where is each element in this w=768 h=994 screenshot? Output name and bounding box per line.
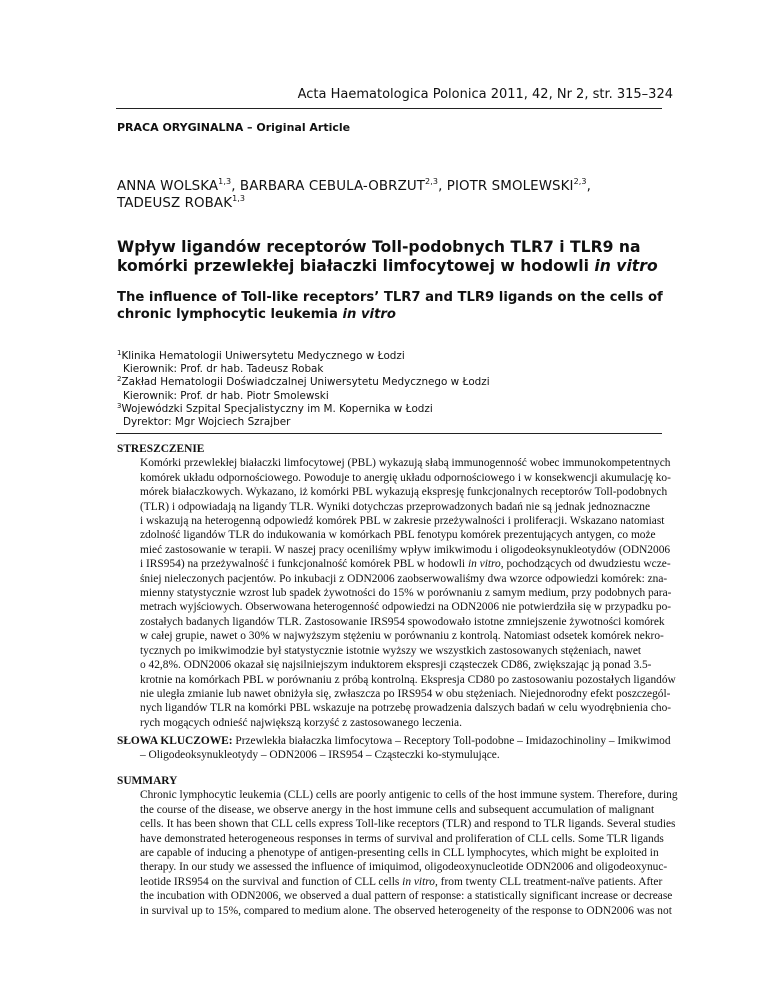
author-affiliation-sup: 1,3: [232, 194, 246, 203]
abstract-heading: STRESZCZENIE: [117, 443, 205, 455]
abstract-line: w całej grupie, nawet o 30% w najwyższym stężeniu w porównaniu z kontrolą. Natomiast odsetek komórek nekro-: [140, 630, 664, 643]
header-rule: [116, 108, 662, 109]
summary-line: have demonstrated heterogeneous responses in terms of survival and proliferation of CLL cells. Some TLR ligands: [140, 832, 664, 845]
author-separator: ,: [586, 179, 591, 194]
abstract-text: śniej nieleczonych pacjentów.: [140, 572, 280, 585]
affiliations: [117, 350, 490, 429]
author-separator: ,: [438, 179, 447, 194]
summary-text: leotide IRS954 on the survival and function of CLL cells: [140, 875, 403, 888]
abstract-line: (TLR) i odpowiadają na ligandy TLR. Wyniki dotychczas przeprowadzonych badań nie są jednak jednoznaczne: [140, 500, 651, 513]
abstract-line: nie uległa zmianie lub nawet obniżyła się, zwłaszcza po IRS954 w obu stężeniach. Niejednorodny efekt poszczegól-: [140, 687, 671, 700]
affiliation-item: [117, 403, 490, 416]
abstract-line: tycznych po imikwimodzie był statystycznie istotnie wyższy we wszystkich zastosowanych stężeniach, nawet: [140, 644, 642, 657]
keywords: [117, 734, 683, 763]
keywords-text: Przewlekła białaczka limfocytowa – Receptory Toll-podobne – Imidazochinoliny – Imikwimod: [235, 735, 671, 747]
article-title-polish: [117, 238, 673, 276]
abstract-line: [140, 557, 680, 571]
affiliation-sup: 3: [117, 401, 122, 410]
affiliation-head: Kierownik: Prof. dr hab. Piotr Smolewski: [123, 389, 329, 402]
abstract-line: krotnie na komórkach PBL w porównaniu z próbą kontrolną. Ekspresja CD80 po zastosowaniu pozostałych ligandów: [140, 673, 676, 686]
summary-line: [140, 875, 680, 889]
author-list: [117, 178, 591, 212]
abstract-line: zostałych badanych ligandów TLR. Zastosowanie IRS954 spowodowało istotne zmniejszenie żywotności komórek: [140, 615, 665, 628]
affiliation-item: [117, 376, 490, 389]
abstract-line: metrach wyjściowych. Obserwowana heterogenność odpowiedzi na ODN2006 nie potwierdziła się w przypadku po-: [140, 601, 672, 614]
abstract-line: nych ligandów TLR na komórki PBL wskazuje na potrzebę prowadzenia dalszych badań w celu wyodrębnienia cho-: [140, 702, 672, 715]
affiliation-text: Wojewódzki Szpital Specjalistyczny im M. Kopernika w Łodzi: [121, 402, 433, 415]
author-name: TADEUSZ ROBAK: [117, 196, 233, 211]
summary-line: cells. It has been shown that CLL cells express Toll-like receptors (TLR) and respond to TLR ligands. Several studies: [140, 818, 676, 831]
author-line-1: [117, 178, 591, 195]
author-line-2: [117, 195, 591, 212]
abstract-polish: [117, 442, 680, 730]
title-italic-text: in vitro: [342, 307, 396, 322]
affiliation-head: Dyrektor: Mgr Wojciech Szrajber: [123, 416, 291, 429]
summary-line: therapy. In our study we assessed the influence of imiquimod, oligodeoxynucleotide ODN2006 and oligodeoxynuc-: [140, 861, 668, 874]
summary-heading: SUMMARY: [117, 775, 178, 787]
affiliations-rule: [116, 433, 662, 434]
abstract-line: rych mogących odnieść największą korzyść z zastosowanego leczenia.: [140, 716, 462, 729]
summary-line: the course of the disease, we observe anergy in the host immune cells and subsequent accumulation of malignant: [140, 803, 655, 816]
author-affiliation-sup: 2,3: [425, 177, 439, 186]
affiliation-sup: 1: [117, 349, 122, 357]
journal-citation: Acta Haematologica Polonica 2011, 42, Nr 2, str. 315–324: [297, 87, 673, 102]
abstract-line: zdolność ligandów TLR do indukowania w komórkach PBL fenotypu komórek prezentujących antygen, co może: [140, 529, 656, 542]
affiliation-text: Zakład Hematologii Doświadczalnej Uniwersytetu Medycznego w Łodzi: [121, 376, 490, 389]
affiliation-item: [117, 350, 490, 363]
author-separator: ,: [231, 179, 240, 194]
abstract-english: [117, 774, 680, 918]
summary-body: [117, 788, 680, 918]
affiliation-head: Kierownik: Prof. dr hab. Tadeusz Robak: [123, 363, 324, 376]
abstract-line: [140, 572, 680, 586]
keywords-line: – Oligodeoksynukleotydy – ODN2006 – IRS954 – Cząsteczki ko-stymulujące.: [140, 749, 500, 762]
abstract-line: o 42,8%. ODN2006 okazał się najsilniejszym induktorem ekspresji cząsteczek CD86, zwiększając ją ponad 3.5-: [140, 659, 652, 672]
keywords-line: [117, 734, 683, 748]
author-name: BARBARA CEBULA-OBRZUT: [239, 179, 426, 194]
title-italic-text: in vitro: [594, 257, 658, 275]
summary-line: in survival up to 15%, compared to medium alone. The observed heterogeneity of the response to ODN2006 was not: [140, 904, 672, 917]
abstract-body: [117, 456, 680, 730]
summary-line: the incubation with ODN2006, we observed a dual pattern of response: a statistically significant increase or decrease: [140, 890, 673, 903]
author-name: ANNA WOLSKA: [117, 179, 219, 194]
abstract-line: komórek układu odpornościowego. Powoduje to anergię układu odpornościowego i w konsekwencji akumulację ko-: [140, 471, 671, 484]
abstract-text: Po inkubacji z ODN2006 zaobserwowaliśmy dwa wzorce odpowiedzi komórek: zna-: [279, 572, 668, 585]
author-affiliation-sup: 1,3: [218, 177, 232, 186]
abstract-line: i wskazują na heterogenną odpowiedź komórek PBL w zakresie przeżywalności i proliferacji. Wskazano natomiast: [140, 515, 665, 528]
author-name: PIOTR SMOLEWSKI: [446, 179, 574, 194]
summary-line: are capable of inducing a phenotype of antigen-presenting cells in CLL lymphocytes, which might be exploited in: [140, 847, 659, 860]
abstract-text: i IRS954) na przeżywalność i funkcjonalność komórek PBL w hodowli: [140, 558, 468, 571]
abstract-line: mienny statystycznie wzrost lub spadek żywotności do 15% w porównaniu z samym medium, przy podobnych para-: [140, 587, 672, 600]
abstract-italic: in vitro: [467, 558, 501, 571]
keywords-label: SŁOWA KLUCZOWE:: [117, 735, 233, 747]
summary-italic: in vitro: [402, 875, 435, 888]
author-affiliation-sup: 2,3: [573, 177, 587, 186]
title-text: Wpływ ligandów receptorów Toll-podobnych TLR7 i TLR9 na komórki przewlekłej białaczki limfocytowej w hodowli: [117, 238, 641, 275]
abstract-line: mieć zastosowanie w terapii. W naszej pracy oceniliśmy wpływ imikwimodu i oligodeoksynukleotydów (ODN2006: [140, 543, 671, 556]
article-type: PRACA ORYGINALNA – Original Article: [117, 121, 351, 134]
affiliation-sup: 2: [117, 375, 122, 384]
summary-text: , from twenty CLL treatment-naïve patients. After: [434, 875, 663, 888]
title-text: The influence of Toll-like receptors’ TLR7 and TLR9 ligands on the cells of chronic lymphocytic leukemia: [117, 290, 663, 322]
article-title-english: [117, 289, 673, 323]
affiliation-text: Klinika Hematologii Uniwersytetu Medycznego w Łodzi: [121, 350, 405, 362]
abstract-line: mórek białaczkowych. Wykazano, iż komórki PBL wykazują ekspresję funkcjonalnych receptorów Toll-podobnych: [140, 486, 668, 499]
summary-line: Chronic lymphocytic leukemia (CLL) cells are poorly antigenic to cells of the host immune system. Therefore, during: [140, 789, 678, 802]
abstract-text: , pochodzących od dwudziestu wcze-: [500, 558, 671, 571]
abstract-line: Komórki przewlekłej białaczki limfocytowej (PBL) wykazują słabą immunogenność wobec immunokompetentnych: [140, 457, 671, 470]
